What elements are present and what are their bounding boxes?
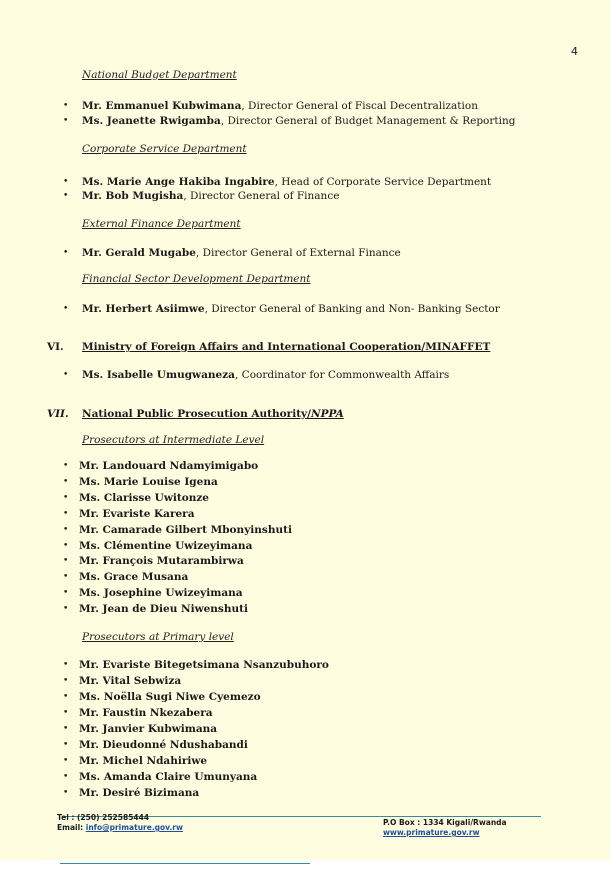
section-title: Ministry of Foreign Affairs and International Cooperation/MINAFFET — [82, 341, 491, 353]
bullet-icon: • — [63, 740, 69, 750]
primary-level-heading: Prosecutors at Primary level — [82, 631, 234, 643]
list-item — [63, 303, 500, 315]
bullet-icon: • — [63, 524, 69, 535]
bullet-icon: • — [63, 660, 69, 670]
list-item — [63, 571, 188, 583]
bullet-icon: • — [63, 572, 69, 583]
bullet-icon: • — [63, 304, 69, 314]
person-name: Mr. Bob Mugisha — [82, 190, 184, 202]
bullet-icon: • — [63, 588, 69, 599]
list-item — [63, 100, 478, 112]
person-name: Mr. Desiré Bizimana — [79, 787, 200, 799]
bullet-icon: • — [63, 692, 69, 702]
list-item — [63, 659, 329, 671]
section-vii-heading — [47, 408, 344, 420]
footer-contact — [57, 813, 183, 833]
bullet-icon: • — [63, 492, 69, 503]
list-item — [63, 675, 181, 687]
person-name: Ms. Josephine Uwizeyimana — [79, 587, 243, 600]
bullet-icon: • — [63, 116, 69, 126]
list-item — [63, 476, 218, 488]
person-name: Mr. Emmanuel Kubwimana — [82, 100, 242, 112]
person-name: Mr. Landouard Ndamyimigabo — [79, 460, 259, 472]
list-item — [63, 247, 401, 259]
bullet-icon: • — [63, 772, 69, 782]
list-item — [63, 492, 209, 504]
bullet-icon: • — [63, 248, 69, 258]
person-name: Mr. François Mutarambirwa — [79, 555, 244, 568]
person-name: Ms. Marie Ange Hakiba Ingabire — [82, 176, 275, 188]
page-bottom-edge — [0, 860, 610, 869]
person-name: Mr. Camarade Gilbert Mbonyinshuti — [79, 523, 292, 536]
email-link[interactable]: info@primature.gov.rw — [85, 823, 183, 832]
person-role: , Director General of Budget Management & Reporting — [220, 115, 516, 127]
person-role: , Coordinator for Commonwealth Affairs — [234, 369, 450, 381]
person-name: Mr. Vital Sebwiza — [79, 675, 182, 687]
person-name: Mr. Michel Ndahiriwe — [79, 755, 208, 767]
section-vi-heading — [47, 341, 490, 353]
person-role: , Director General of Banking and Non- Banking Sector — [204, 303, 500, 315]
person-name: Mr. Janvier Kubwimana — [79, 723, 218, 735]
section-numeral: VI. — [47, 341, 64, 353]
list-item — [63, 691, 261, 703]
bullet-icon: • — [63, 788, 69, 798]
footer-pobox: P.O Box : 1334 Kigali/Rwanda — [383, 818, 507, 827]
website-link[interactable]: www.primature.gov.rw — [383, 828, 480, 837]
footer-email-label: Email: — [57, 823, 86, 832]
person-name: Ms. Clarisse Uwitonze — [79, 491, 209, 504]
list-item — [63, 508, 195, 520]
bullet-icon: • — [63, 370, 69, 380]
page-number: 4 — [571, 45, 578, 58]
list-item — [63, 587, 243, 599]
section-title-abbr: NPPA — [310, 408, 344, 420]
person-name: Mr. Jean de Dieu Niwenshuti — [79, 603, 248, 616]
section-numeral: VII. — [47, 408, 69, 420]
corporate-service-heading: Corporate Service Department — [82, 143, 247, 155]
person-name: Ms. Isabelle Umugwaneza — [82, 369, 235, 381]
bullet-icon: • — [63, 508, 69, 519]
list-item — [63, 739, 248, 751]
person-name: Ms. Jeanette Rwigamba — [82, 115, 221, 127]
person-name: Mr. Herbert Asiimwe — [82, 303, 205, 315]
bullet-icon: • — [63, 556, 69, 567]
list-item — [63, 115, 515, 127]
intermediate-level-heading: Prosecutors at Intermediate Level — [82, 434, 265, 446]
person-name: Ms. Noëlla Sugi Niwe Cyemezo — [79, 691, 261, 703]
bullet-icon: • — [63, 476, 69, 487]
person-name: Mr. Evariste Bitegetsimana Nsanzubuhoro — [79, 659, 329, 671]
person-name: Mr. Evariste Karera — [79, 507, 195, 520]
bullet-icon: • — [63, 461, 69, 471]
bullet-icon: • — [63, 724, 69, 734]
bullet-icon: • — [63, 540, 69, 551]
person-name: Mr. Gerald Mugabe — [82, 247, 196, 259]
list-item — [63, 771, 257, 783]
list-item — [63, 603, 248, 615]
list-item — [63, 460, 258, 472]
next-page-divider — [60, 863, 310, 864]
bullet-icon: • — [63, 177, 69, 187]
bullet-icon: • — [63, 191, 69, 201]
bullet-icon: • — [63, 604, 69, 615]
person-name: Ms. Marie Louise Igena — [79, 475, 218, 488]
financial-sector-heading: Financial Sector Development Department — [82, 273, 311, 285]
section-title: National Public Prosecution Authority/ — [82, 408, 311, 420]
external-finance-heading: External Finance Department — [82, 218, 241, 230]
person-role: , Head of Corporate Service Department — [274, 176, 492, 188]
list-item — [63, 555, 244, 567]
person-role: , Director General of Fiscal Decentralization — [241, 100, 478, 112]
bullet-icon: • — [63, 756, 69, 766]
list-item — [63, 524, 292, 536]
list-item — [63, 755, 207, 767]
bullet-icon: • — [63, 708, 69, 718]
footer-tel: Tel : (250) 252585444 — [57, 813, 150, 822]
person-name: Ms. Grace Musana — [79, 571, 189, 584]
national-budget-heading: National Budget Department — [82, 69, 237, 81]
list-item — [63, 540, 252, 552]
list-item — [63, 787, 199, 799]
person-name: Mr. Dieudonné Ndushabandi — [79, 739, 248, 751]
footer-address — [383, 818, 507, 838]
person-name: Mr. Faustin Nkezabera — [79, 707, 213, 719]
list-item — [63, 190, 339, 202]
list-item — [63, 369, 449, 381]
list-item — [63, 176, 491, 188]
bullet-icon: • — [63, 676, 69, 686]
list-item — [63, 723, 217, 735]
person-role: , Director General of External Finance — [195, 247, 401, 259]
list-item — [63, 707, 213, 719]
footer-email-line — [57, 823, 183, 833]
person-role: , Director General of Finance — [183, 190, 340, 202]
person-name: Ms. Clémentine Uwizeyimana — [79, 539, 253, 552]
bullet-icon: • — [63, 101, 69, 111]
person-name: Ms. Amanda Claire Umunyana — [79, 771, 258, 783]
